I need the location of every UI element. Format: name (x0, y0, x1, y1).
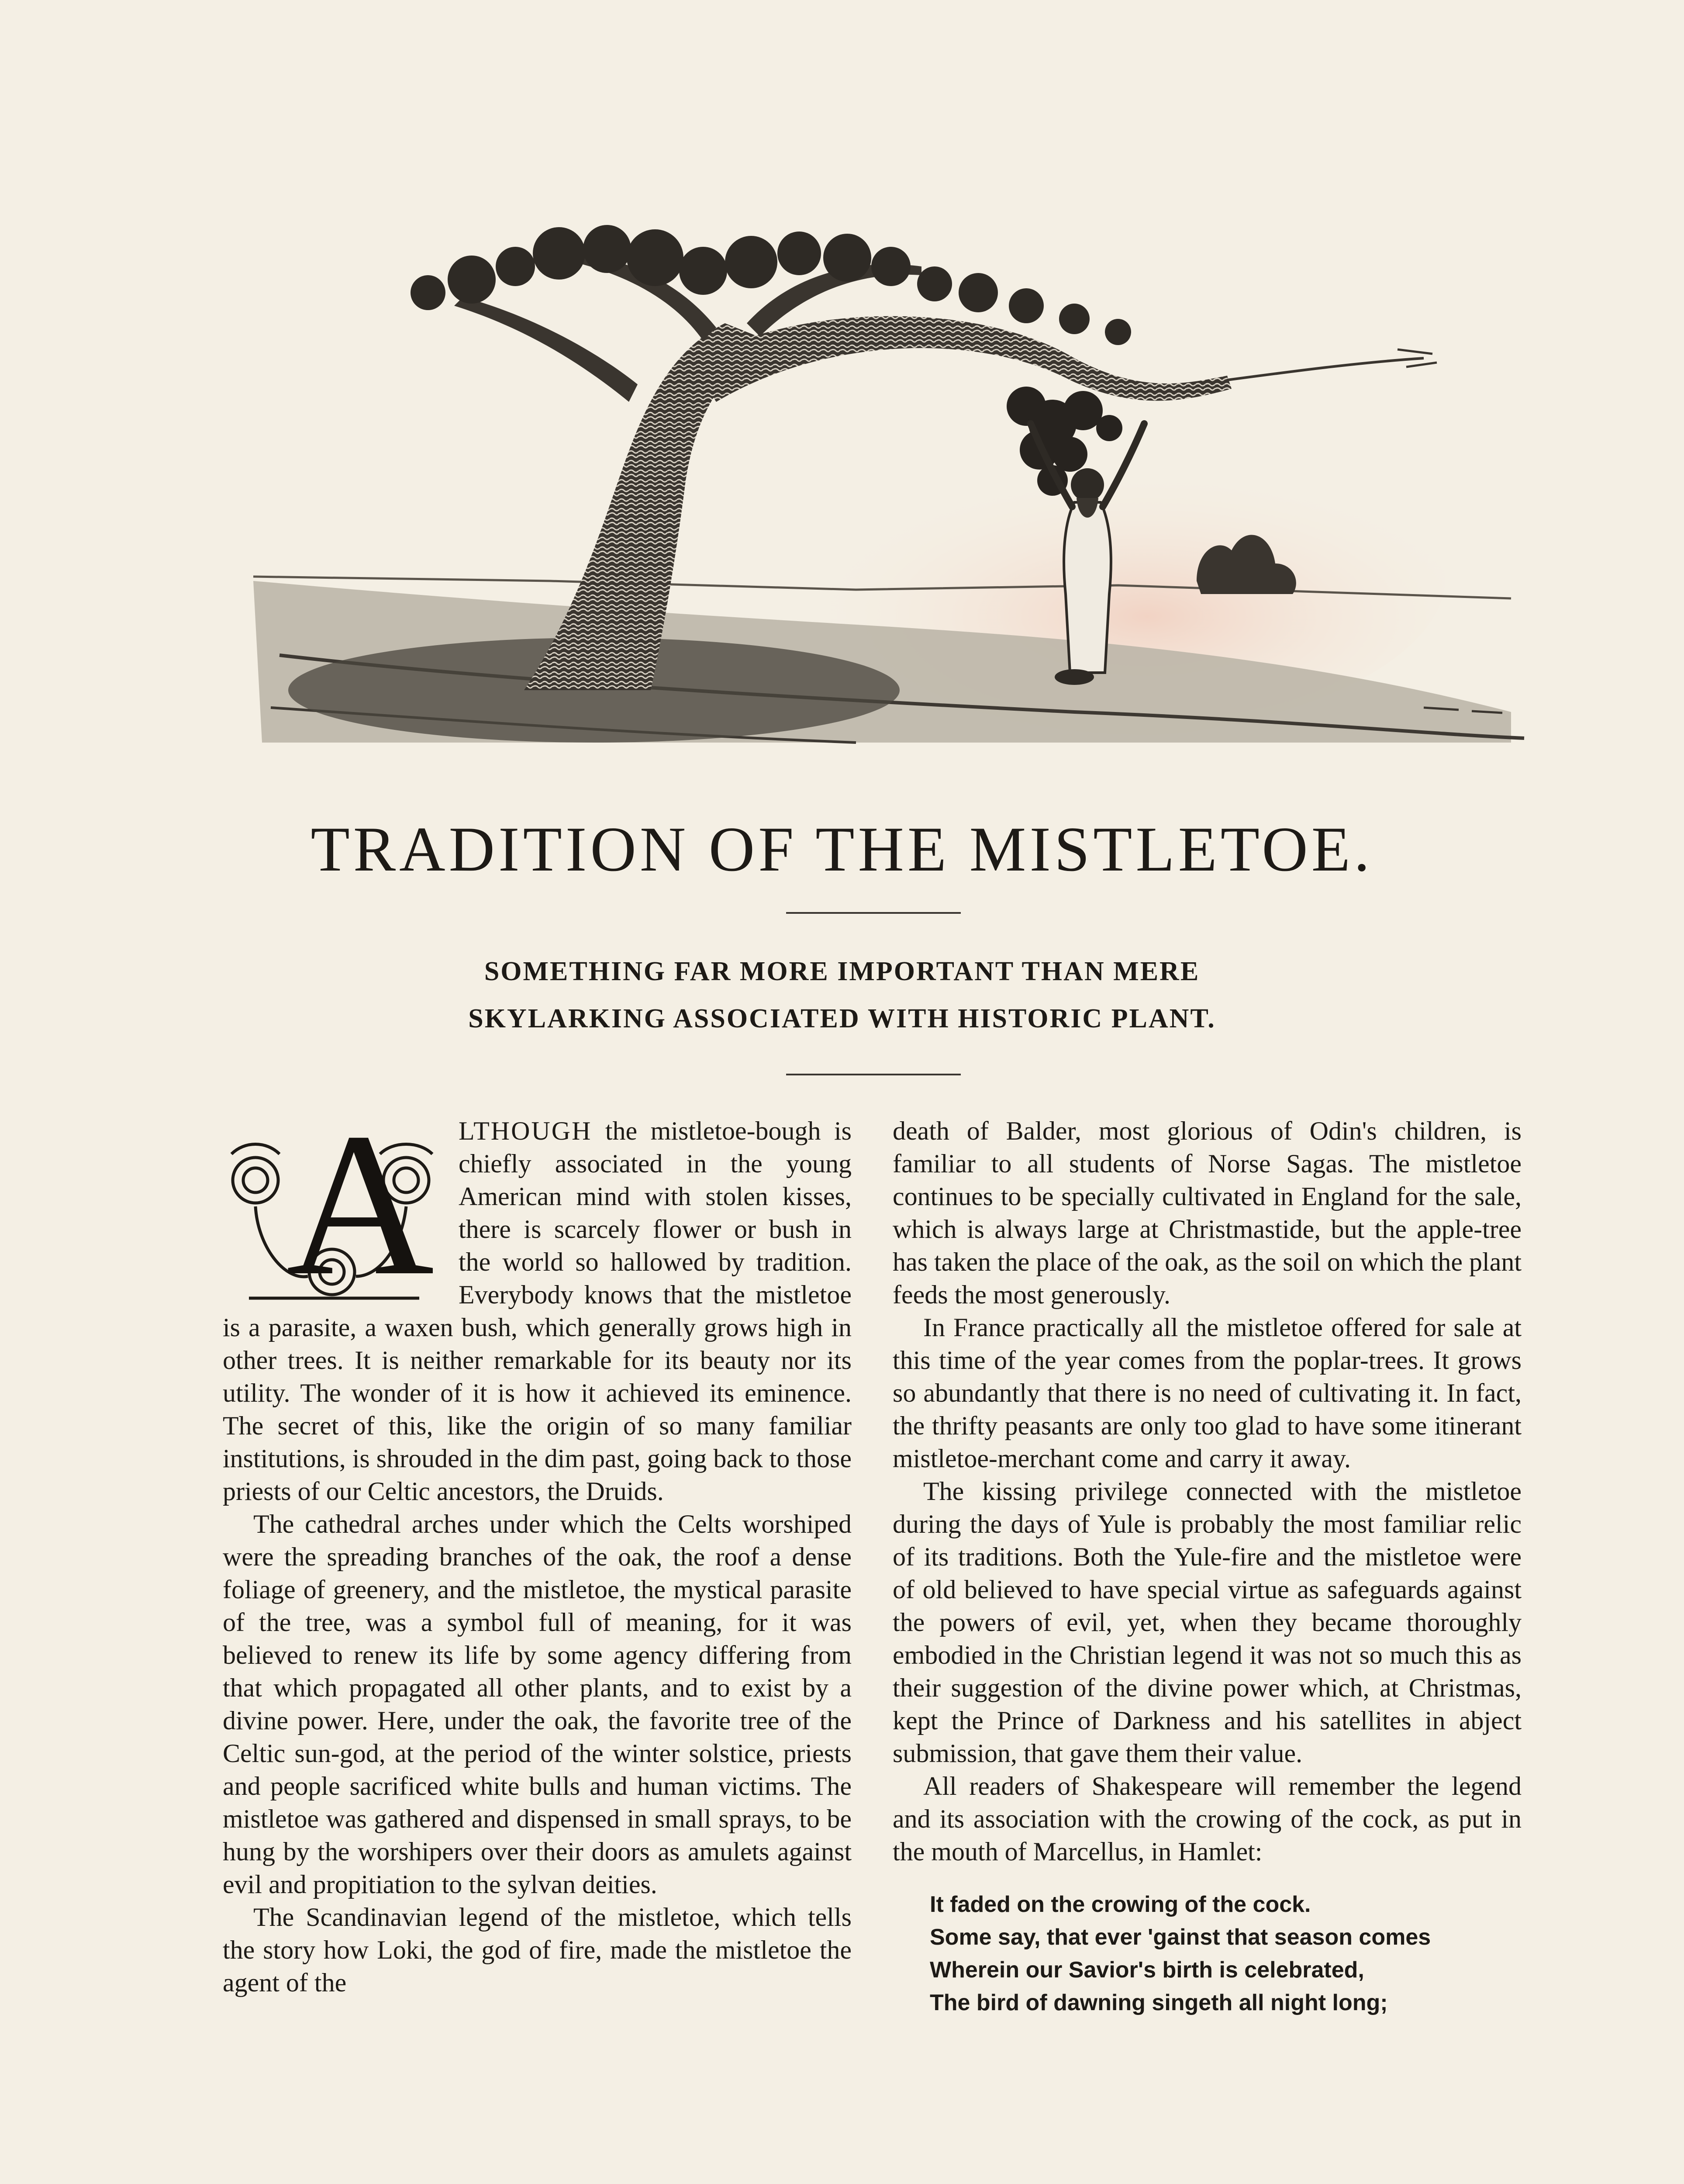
verse-line: Wherein our Savior's birth is celebrated, (930, 1957, 1364, 1983)
paragraph-text: the mistletoe-bough is chiefly associated in the young American mind with stolen kisses, there is scarcely flower or bush in the world so hallowed by tradition. Everybody knows that the mistletoe is a parasite, a waxen bush, which generally grows high in other trees. It is neither remarkable for its beauty nor its utility. The wonder of it is how it achieved its eminence. The secret of this, like the origin of so many familiar institutions, is shrouded in the dim past, going back to those priests of our Celtic ancestors, the Druids. (223, 1116, 852, 1506)
paragraph: death of Balder, most glorious of Odin's children, is familiar to all students of Norse Sagas. The mistletoe continues to be specially cultivated in England for the sale, which is always large at Christmastide, but the apple-tree has taken the place of the oak, as the soil on which the plant feeds the most generously. (893, 1116, 1522, 1309)
druid-oak-illustration (245, 218, 1533, 764)
dropcap-letter: A (286, 1090, 435, 1318)
hamlet-verse (930, 1888, 1522, 2019)
subtitle-line: SKYLARKING ASSOCIATED WITH HISTORIC PLANT. (468, 1004, 1216, 1033)
lead-caps: LTHOUGH (459, 1116, 592, 1145)
verse-line: It faded on the crowing of the cock. (930, 1892, 1311, 1917)
left-column (223, 1090, 852, 1999)
paragraph: The cathedral arches under which the Celts worshiped were the spreading branches of the oak, the roof a dense foliage of greenery, and the mistletoe, the mystical parasite of the tree, was a symbol full of meaning, for it was believed to renew its life by some agency differing from that which propagated all other plants, and to exist by a divine power. Here, under the oak, the favorite tree of the Celtic sun-god, at the period of the winter solstice, priests and people sacrificed white bulls and human victims. The mistletoe was gathered and dispensed in small sprays, to be hung by the worshipers over their doors as amulets against evil and propitiation to the sylvan deities. (223, 1510, 852, 1899)
subtitle-rule (786, 1074, 961, 1075)
paragraph: In France practically all the mistletoe offered for sale at this time of the year comes from the poplar-trees. It grows so abundantly that there is no need of cultivating it. In fact, the thrifty peasants are only too glad to have some itinerant mistletoe-merchant come and carry it away. (893, 1313, 1522, 1473)
title-rule (786, 912, 961, 914)
paragraph: All readers of Shakespeare will remember the legend and its association with the crowing of the cock, as put in the mouth of Marcellus, in Hamlet: (893, 1772, 1522, 1866)
article-subtitle (0, 948, 1684, 1042)
article-title: TRADITION OF THE MISTLETOE. (311, 814, 1373, 885)
paragraph: The kissing privilege connected with the mistletoe during the days of Yule is probably the most familiar relic of its traditions. Both the Yule-fire and the mistletoe were of old believed to have special virtue as safeguards against the powers of evil, yet, when they became thoroughly embodied in the Christian legend it was not so much this as their suggestion of the divine power which, at Christmas, kept the Prince of Darkness and his satellites in abject submission, that gave them their value. (893, 1477, 1522, 1768)
paragraph: The Scandinavian legend of the mistletoe, which tells the story how Loki, the god of fire, made the mistletoe the agent of the (223, 1903, 852, 1997)
right-column (893, 1115, 1522, 2019)
subtitle-line: SOMETHING FAR MORE IMPORTANT THAN MERE (484, 957, 1200, 986)
verse-line: Some say, that ever 'gainst that season comes (930, 1925, 1431, 1950)
verse-line: The bird of dawning singeth all night long; (930, 1990, 1388, 2015)
ornamental-dropcap (218, 1090, 450, 1318)
